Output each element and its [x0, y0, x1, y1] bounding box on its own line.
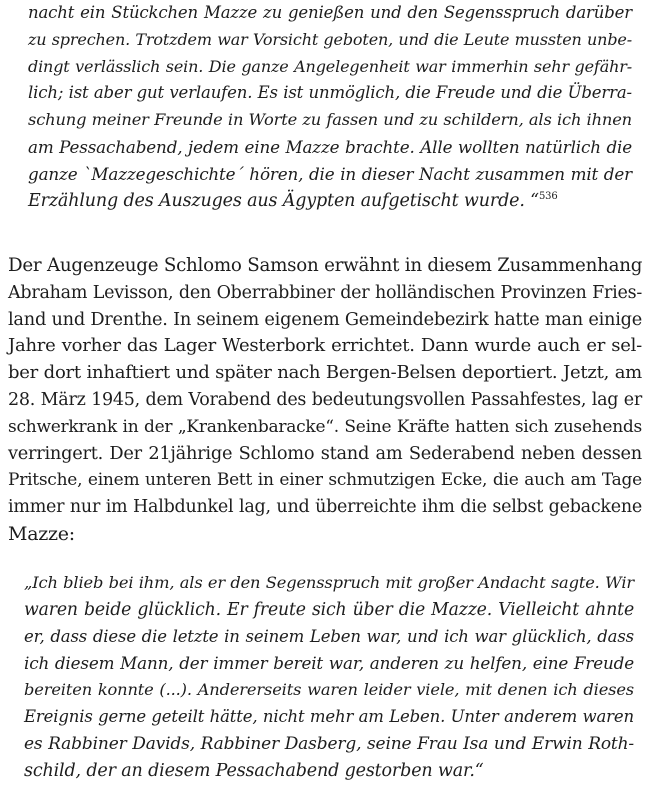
paragraph-line: ber dort inhaftiert und später nach Bergen-Belsen deportiert. Jetzt, am — [8, 362, 642, 384]
quote-line: waren beide glücklich. Er freute sich über die Mazze. Vielleicht ahnte — [24, 599, 634, 620]
body-paragraph — [8, 253, 642, 548]
quote-line: ganze `Mazzegeschichte´ hören, die in dieser Nacht zusammen mit der — [28, 163, 632, 184]
quote-line: bereiten konnte (...). Andererseits waren leider viele, mit denen ich dieses — [24, 680, 634, 700]
quote-line-text: Erzählung des Auszuges aus Ägypten aufgetischt wurde. “ — [28, 190, 539, 211]
quote-line: es Rabbiner Davids, Rabbiner Dasberg, seine Frau Isa und Erwin Roth- — [24, 733, 634, 754]
paragraph-line: Der Augenzeuge Schlomo Samson erwähnt in diesem Zusammenhang — [8, 255, 643, 276]
quote-line: nacht ein Stückchen Mazze zu genießen und den Segensspruch darüber — [28, 3, 632, 22]
paragraph-line: Pritsche, einem unteren Bett in einer schmutzigen Ecke, die auch am Tage — [8, 470, 642, 491]
quote-line: ich diesem Mann, der immer bereit war, anderen zu helfen, eine Freude — [24, 653, 634, 674]
paragraph-line-last: Mazze: — [8, 522, 75, 545]
quote-line-last: schild, der an diesem Pessachabend gestorben war.“ — [24, 760, 484, 781]
paragraph-line: schwerkrank in der „Krankenbaracke“. Seine Kräfte hatten sich zusehends — [8, 416, 642, 437]
paragraph-line: verringert. Der 21jährige Schlomo stand am Sederabend neben dessen — [8, 443, 642, 464]
quote-line: zu sprechen. Trotzdem war Vorsicht geboten, und die Leute mussten unbe- — [28, 29, 632, 49]
quote-line: „Ich blieb bei ihm, als er den Segensspruch mit großer Andacht sagte. Wir — [24, 573, 634, 592]
block-quote-top — [28, 0, 632, 214]
quote-line: schung meiner Freunde in Worte zu fassen und zu schildern, als ich ihnen — [28, 110, 632, 130]
block-quote-bottom — [24, 570, 634, 784]
quote-line: lich; ist aber gut verlaufen. Es ist unmöglich, die Freude und die Überra- — [28, 83, 632, 103]
paragraph-line: 28. März 1945, dem Vorabend des bedeutungsvollen Passahfestes, lag er — [8, 389, 642, 410]
quote-line: dingt verlässlich sein. Die ganze Angelegenheit war immerhin sehr gefähr- — [28, 56, 632, 76]
paragraph-line: land und Drenthe. In seinem eigenem Gemeindebezirk hatte man einige — [8, 309, 642, 330]
footnote-marker: 536 — [538, 190, 558, 202]
paragraph-line: immer nur im Halbdunkel lag, und überreichte ihm die selbst gebackene — [8, 497, 642, 518]
quote-line: er, dass diese die letzte in seinem Leben war, und ich war glücklich, dass — [24, 626, 634, 646]
quote-line: am Pessachabend, jedem eine Mazze brachte. Alle wollten natürlich die — [28, 136, 632, 157]
paragraph-line: Abraham Levisson, den Oberrabbiner der holländischen Provinzen Fries- — [8, 282, 642, 303]
paragraph-line: Jahre vorher das Lager Westerbork errichtet. Dann wurde auch er sel- — [8, 335, 642, 357]
quote-line: Ereignis gerne geteilt hätte, nicht mehr am Leben. Unter anderem waren — [24, 706, 634, 726]
quote-line-last — [28, 188, 632, 215]
